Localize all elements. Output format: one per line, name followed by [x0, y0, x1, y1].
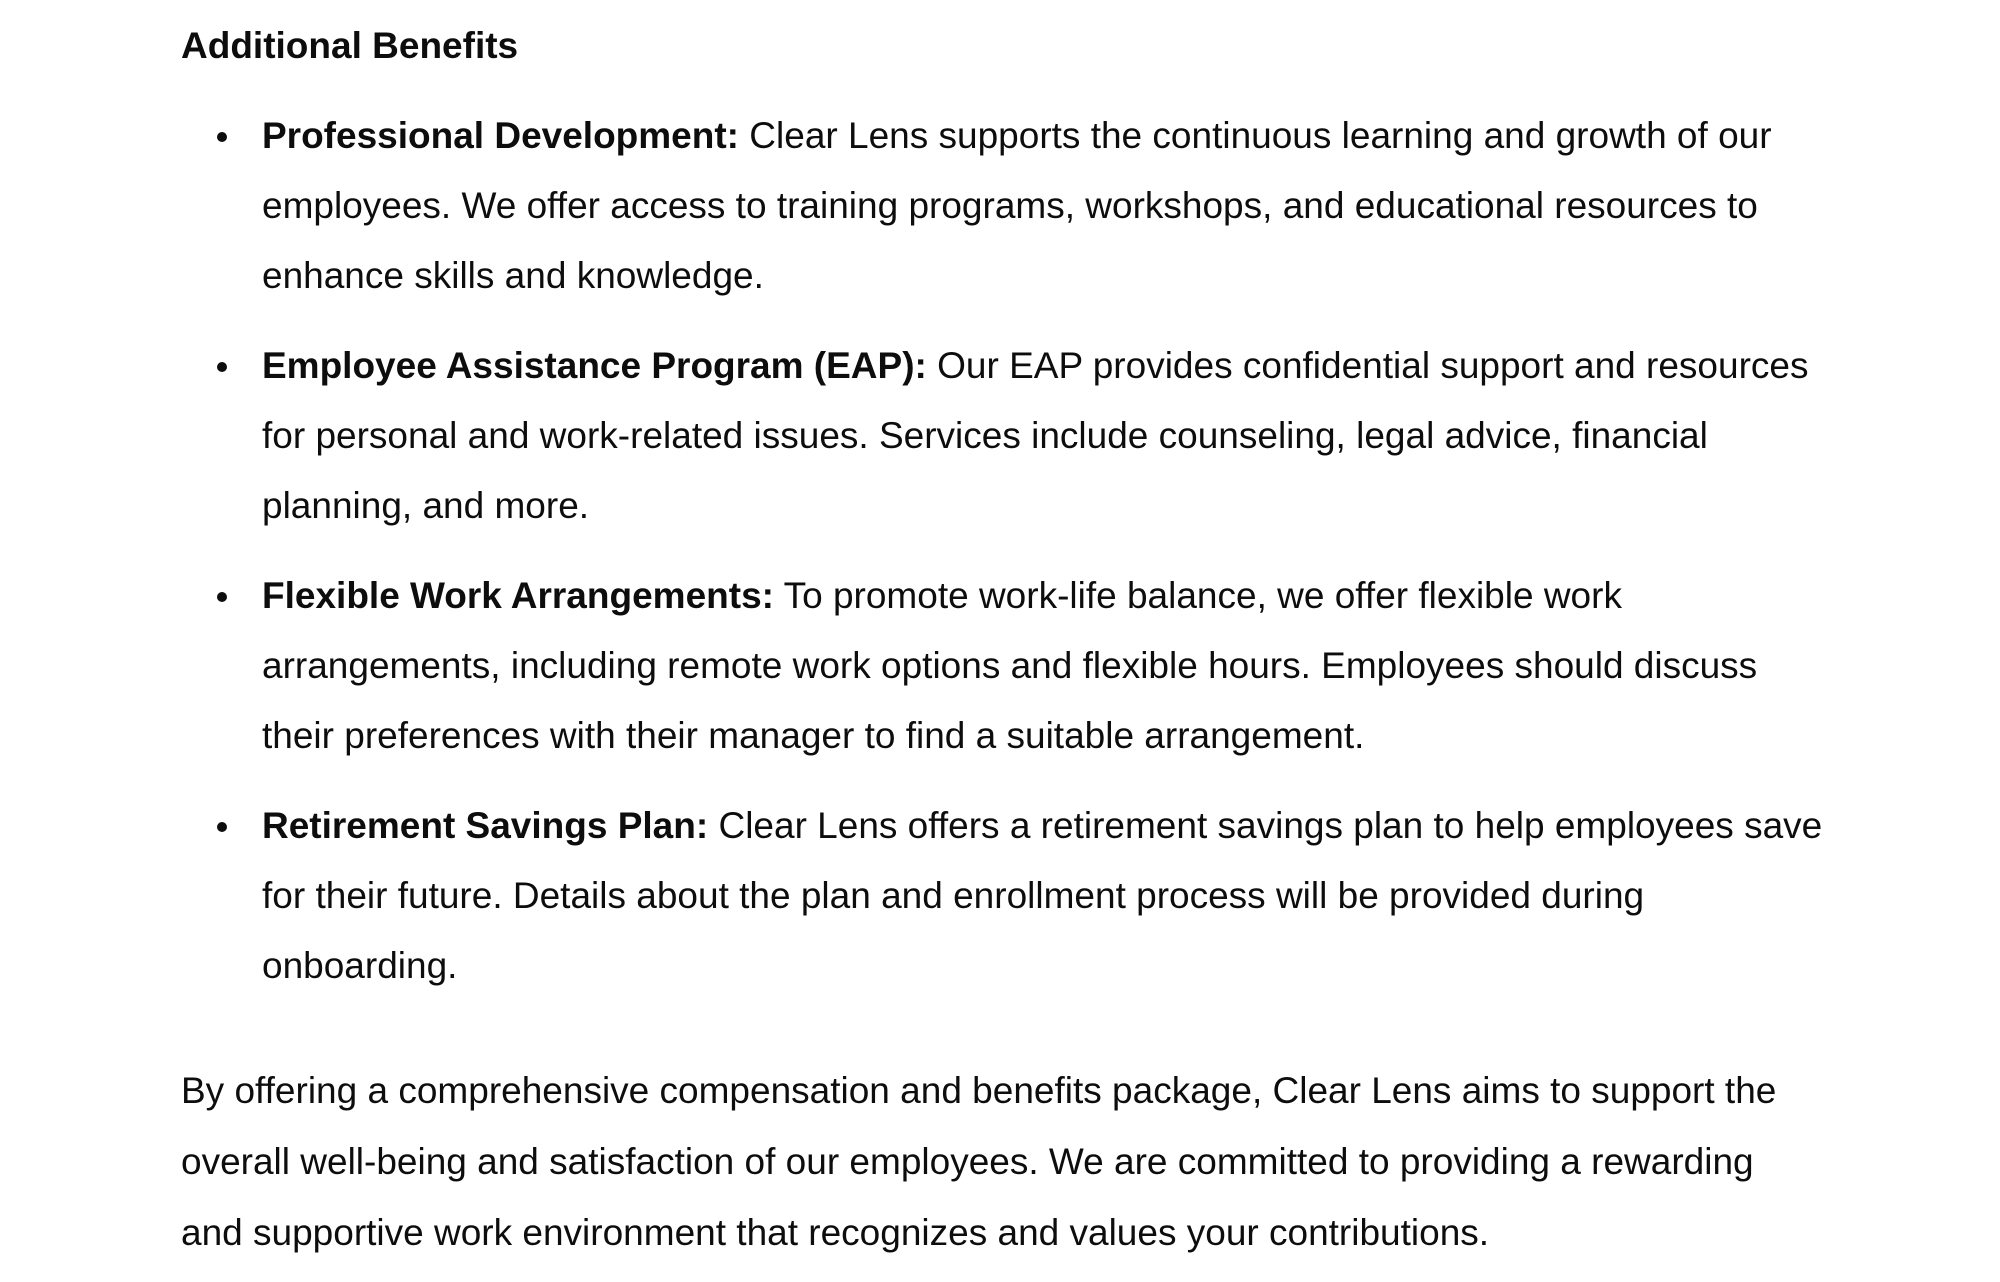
line-3: planning, and more.: [262, 485, 590, 526]
line-3: enhance skills and knowledge.: [262, 255, 764, 296]
closing-paragraph: [181, 1055, 1981, 1268]
benefit-text: To promote work-life balance, we offer flexible work: [783, 575, 1622, 616]
benefit-name: Retirement Savings Plan:: [262, 805, 709, 846]
closing-line-3: and supportive work environment that recognizes and values your contributions.: [181, 1212, 1490, 1253]
list-item-flexible-work-arrangements: [181, 561, 1981, 771]
list-item-professional-development: [181, 101, 1981, 311]
benefit-name: Professional Development:: [262, 115, 740, 156]
bullet-icon: [217, 592, 227, 602]
list-item-employee-assistance-program: [181, 331, 1981, 541]
section-heading: Additional Benefits: [181, 25, 519, 66]
closing-line-2: overall well-being and satisfaction of our employees. We are committed to providing a rewarding: [181, 1141, 1754, 1182]
closing-line-1: By offering a comprehensive compensation and benefits package, Clear Lens aims to support the: [181, 1070, 1777, 1111]
line-1: [262, 791, 1981, 861]
line-2: employees. We offer access to training programs, workshops, and educational resources to: [262, 185, 1758, 226]
benefit-name: Employee Assistance Program (EAP):: [262, 345, 927, 386]
document-content: [181, 0, 1981, 1268]
list-item-retirement-savings-plan: [181, 791, 1981, 1001]
bullet-icon: [217, 362, 227, 372]
benefits-list: [181, 101, 1981, 1001]
line-3: their preferences with their manager to find a suitable arrangement.: [262, 715, 1365, 756]
benefit-name: Flexible Work Arrangements:: [262, 575, 774, 616]
line-1: [262, 101, 1981, 171]
benefit-text: Clear Lens supports the continuous learning and growth of our: [749, 115, 1772, 156]
bullet-icon: [217, 822, 227, 832]
line-1: [262, 331, 1981, 401]
line-2: for personal and work-related issues. Services include counseling, legal advice, financial: [262, 415, 1708, 456]
line-2: arrangements, including remote work options and flexible hours. Employees should discuss: [262, 645, 1758, 686]
line-1: [262, 561, 1981, 631]
line-2: for their future. Details about the plan and enrollment process will be provided during: [262, 875, 1645, 916]
benefit-text: Clear Lens offers a retirement savings plan to help employees save: [718, 805, 1823, 846]
benefit-text: Our EAP provides confidential support and resources: [937, 345, 1809, 386]
bullet-icon: [217, 132, 227, 142]
line-3: onboarding.: [262, 945, 458, 986]
